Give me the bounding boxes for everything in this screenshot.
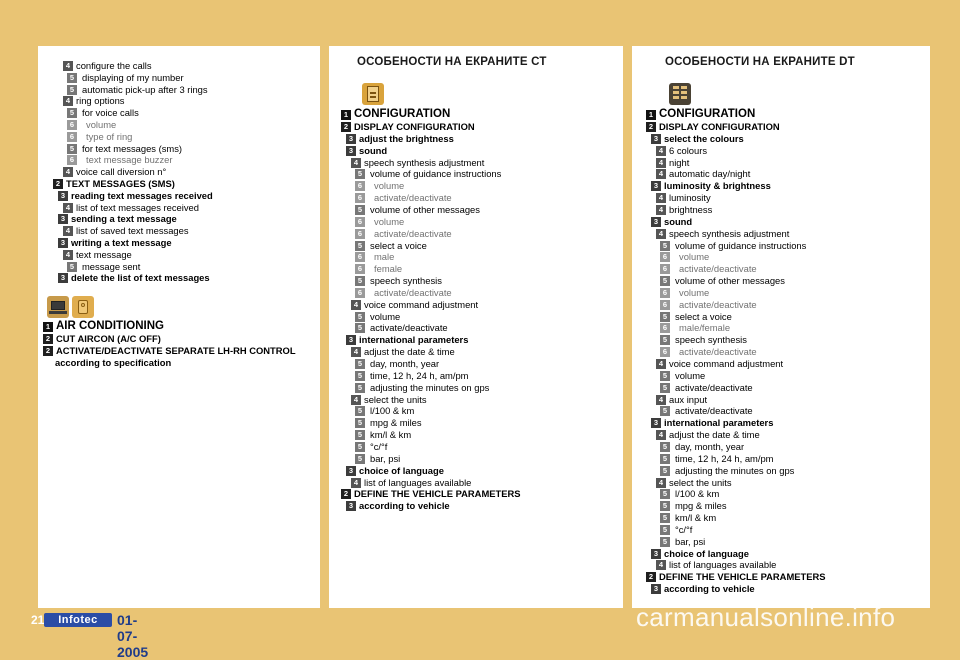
- menu-item-label: adjusting the minutes on gps: [675, 464, 795, 476]
- level-badge: 4: [63, 226, 73, 236]
- menu-item-label: according to specification: [55, 357, 172, 368]
- menu-item-label: °c/°f: [675, 523, 693, 535]
- menu-item-label: for text messages (sms): [82, 142, 183, 154]
- level-badge: 4: [351, 158, 361, 168]
- level-badge: 5: [660, 276, 670, 286]
- menu-item-label: type of ring: [86, 130, 133, 142]
- menu-item-label: night: [669, 156, 690, 168]
- level-badge: 6: [355, 288, 365, 298]
- menu-item-label: activate/deactivate: [675, 381, 753, 393]
- menu-item-label: luminosity: [669, 192, 711, 204]
- menu-item-label: ACTIVATE/DEACTIVATE SEPARATE LH-RH CONTROL: [56, 345, 296, 356]
- level-badge: 5: [355, 359, 365, 369]
- level-badge: 4: [656, 205, 666, 215]
- level-badge: 1: [341, 110, 351, 120]
- level-badge: 6: [355, 252, 365, 262]
- menu-item-label: brightness: [669, 203, 713, 215]
- menu-item-label: DEFINE THE VEHICLE PARAMETERS: [354, 488, 521, 500]
- level-badge: 3: [346, 501, 356, 511]
- level-badge: 6: [355, 264, 365, 274]
- menu-item-label: speech synthesis: [675, 334, 747, 346]
- level-badge: 3: [58, 191, 68, 201]
- menu-item-label: DISPLAY CONFIGURATION: [354, 121, 475, 132]
- level-badge: 6: [660, 300, 670, 310]
- menu-item-label: volume: [374, 180, 405, 192]
- menu-item-label: activate/deactivate: [374, 192, 452, 204]
- menu-item-label: ring options: [76, 95, 125, 107]
- level-badge: 4: [351, 395, 361, 405]
- level-badge: 4: [63, 203, 73, 213]
- level-badge: 6: [355, 217, 365, 227]
- menu-item-label: adjusting the minutes on gps: [370, 381, 490, 393]
- menu-item-label: select a voice: [675, 310, 732, 322]
- level-badge: 6: [67, 132, 77, 142]
- menu-item-label: AIR CONDITIONING: [56, 320, 164, 332]
- level-badge: 2: [43, 346, 53, 356]
- level-badge: 4: [656, 146, 666, 156]
- edition-date: 01-07-2005: [117, 612, 149, 660]
- menu-item-label: time, 12 h, 24 h, am/pm: [675, 452, 774, 464]
- level-badge: 5: [660, 489, 670, 499]
- level-badge: 5: [355, 241, 365, 251]
- menu-item-label: km/l & km: [370, 429, 412, 441]
- menu-item-label: select the colours: [664, 132, 744, 144]
- level-badge: 3: [58, 238, 68, 248]
- level-badge: 1: [646, 110, 656, 120]
- menu-item-label: volume: [679, 286, 710, 298]
- level-badge: 6: [660, 252, 670, 262]
- menu-item-label: activate/deactivate: [374, 227, 452, 239]
- menu-item-label: according to vehicle: [664, 583, 755, 595]
- menu-item-label: day, month, year: [675, 440, 745, 452]
- menu-item-label: day, month, year: [370, 358, 440, 369]
- menu-item-label: l/100 & km: [675, 488, 720, 500]
- level-badge: 5: [660, 513, 670, 523]
- left-menu-panel: [38, 46, 320, 608]
- level-badge: 5: [355, 418, 365, 428]
- level-badge: 4: [656, 193, 666, 203]
- level-badge: 4: [63, 167, 73, 177]
- menu-item-label: voice command adjustment: [364, 298, 479, 310]
- level-badge: 4: [63, 96, 73, 106]
- level-badge: 5: [355, 205, 365, 215]
- menu-item-label: volume of other messages: [675, 275, 785, 287]
- level-badge: 4: [656, 169, 666, 179]
- level-badge: 5: [660, 442, 670, 452]
- menu-item-label: female: [374, 263, 403, 275]
- level-badge: 5: [660, 312, 670, 322]
- level-badge: 3: [58, 273, 68, 283]
- menu-item-label: volume of other messages: [370, 203, 480, 215]
- menu-item-label: activate/deactivate: [679, 298, 757, 310]
- level-badge: 3: [346, 134, 356, 144]
- menu-item-label: text message buzzer: [86, 154, 173, 166]
- menu-item-label: automatic day/night: [669, 168, 751, 180]
- menu-item-label: message sent: [82, 260, 141, 272]
- middle-menu-panel: [329, 46, 623, 608]
- menu-item-label: km/l & km: [675, 512, 717, 524]
- menu-item-label: choice of language: [664, 547, 749, 559]
- menu-item-label: international parameters: [664, 417, 774, 429]
- level-badge: 6: [355, 181, 365, 191]
- menu-item-label: delete the list of text messages: [71, 272, 210, 284]
- menu-item-label: select a voice: [370, 239, 427, 251]
- level-badge: 2: [646, 122, 656, 132]
- menu-item-label: mpg & miles: [370, 417, 422, 429]
- menu-item-label: male: [374, 251, 395, 263]
- level-badge: 4: [656, 478, 666, 488]
- screen-icon: [362, 83, 384, 105]
- menu-item-label: reading text messages received: [71, 189, 213, 201]
- level-badge: 6: [660, 323, 670, 333]
- menu-item-label: activate/deactivate: [370, 322, 448, 334]
- menu-item-label: adjust the date & time: [364, 346, 455, 358]
- level-badge: 6: [660, 264, 670, 274]
- menu-item-label: l/100 & km: [370, 405, 415, 417]
- menu-item-label: international parameters: [359, 334, 469, 346]
- level-badge: 4: [656, 158, 666, 168]
- menu-item-label: list of languages available: [669, 559, 777, 571]
- level-badge: 5: [660, 335, 670, 345]
- level-badge: 5: [67, 108, 77, 118]
- menu-item-label: sound: [359, 144, 388, 156]
- menu-item-label: time, 12 h, 24 h, am/pm: [370, 369, 469, 381]
- level-badge: 2: [53, 179, 63, 189]
- level-badge: 5: [660, 454, 670, 464]
- level-badge: 5: [660, 371, 670, 381]
- level-badge: 5: [355, 454, 365, 464]
- level-badge: 5: [660, 501, 670, 511]
- menu-item-label: activate/deactivate: [374, 286, 452, 298]
- menu-item-label: mpg & miles: [675, 500, 727, 512]
- level-badge: 5: [355, 430, 365, 440]
- page-number: 21: [31, 613, 45, 627]
- menu-item-label: configure the calls: [76, 60, 152, 71]
- level-badge: 3: [346, 466, 356, 476]
- menu-item-label: luminosity & brightness: [664, 180, 771, 192]
- level-badge: 5: [660, 466, 670, 476]
- level-badge: 5: [67, 73, 77, 83]
- level-badge: 5: [660, 241, 670, 251]
- menu-item-label: list of text messages received: [76, 201, 199, 213]
- level-badge: 4: [656, 229, 666, 239]
- menu-item-label: voice call diversion n°: [76, 166, 167, 178]
- level-badge: 2: [646, 572, 656, 582]
- menu-item-label: sending a text message: [71, 213, 177, 225]
- level-badge: 3: [651, 134, 661, 144]
- panel-title-ct: ОСОБЕНОСТИ НА ЕКРАНИТЕ СТ: [357, 56, 547, 68]
- level-badge: 5: [355, 276, 365, 286]
- level-badge: 3: [651, 181, 661, 191]
- menu-item-label: writing a text message: [71, 237, 172, 248]
- level-badge: 4: [656, 560, 666, 570]
- level-badge: 4: [656, 395, 666, 405]
- menu-item-label: choice of language: [359, 464, 444, 476]
- menu-item-label: speech synthesis adjustment: [669, 227, 790, 239]
- level-badge: 5: [660, 383, 670, 393]
- menu-item-label: male/female: [679, 322, 731, 334]
- menu-item-label: DEFINE THE VEHICLE PARAMETERS: [659, 571, 826, 583]
- level-badge: 5: [67, 144, 77, 154]
- level-badge: 6: [355, 229, 365, 239]
- menu-item-label: speech synthesis adjustment: [364, 156, 485, 168]
- level-badge: 6: [67, 120, 77, 130]
- menu-item-label: CONFIGURATION: [659, 108, 756, 120]
- level-badge: 5: [355, 323, 365, 333]
- menu-item-label: °c/°f: [370, 440, 388, 452]
- menu-item-label: automatic pick-up after 3 rings: [82, 83, 208, 95]
- laptop-icon: [47, 296, 69, 318]
- level-badge: 1: [43, 322, 53, 332]
- level-badge: 5: [355, 371, 365, 381]
- menu-item-label: CONFIGURATION: [354, 108, 451, 120]
- level-badge: 5: [660, 406, 670, 416]
- menu-item-label: adjust the brightness: [359, 132, 454, 144]
- menu-item-label: list of saved text messages: [76, 225, 189, 237]
- level-badge: 3: [651, 217, 661, 227]
- menu-item-label: text message: [76, 248, 132, 260]
- menu-item-label: volume: [675, 369, 706, 381]
- level-badge: 6: [67, 155, 77, 165]
- menu-item-label: volume: [86, 119, 117, 130]
- level-badge: 5: [355, 442, 365, 452]
- level-badge: 2: [43, 334, 53, 344]
- level-badge: 4: [656, 430, 666, 440]
- menu-item-label: volume of guidance instructions: [675, 239, 807, 251]
- menu-item-label: activate/deactivate: [679, 346, 757, 358]
- menu-item-label: 6 colours: [669, 144, 708, 156]
- menu-item-label: activate/deactivate: [675, 405, 753, 417]
- menu-item-label: CUT AIRCON (A/C OFF): [56, 333, 161, 344]
- panel-title-dt: ОСОБЕНОСТИ НА ЕКРАНИТЕ DT: [665, 56, 855, 68]
- menu-item-label: aux input: [669, 393, 708, 405]
- menu-item-label: volume: [374, 215, 405, 227]
- grid-screen-icon: [669, 83, 691, 105]
- menu-item-label: select the units: [669, 476, 732, 488]
- level-badge: 6: [355, 193, 365, 203]
- menu-item-label: adjust the date & time: [669, 429, 760, 441]
- menu-item-label: volume of guidance instructions: [370, 168, 502, 180]
- menu-item-label: volume: [679, 251, 710, 263]
- level-badge: 3: [651, 418, 661, 428]
- level-badge: 6: [660, 288, 670, 298]
- menu-item-label: activate/deactivate: [679, 263, 757, 275]
- menu-item-label: according to vehicle: [359, 500, 450, 512]
- level-badge: 4: [351, 347, 361, 357]
- level-badge: 4: [351, 300, 361, 310]
- menu-item-label: select the units: [364, 393, 427, 405]
- level-badge: 4: [656, 359, 666, 369]
- brand-logo: Infotec: [44, 613, 112, 627]
- level-badge: 4: [351, 478, 361, 488]
- level-badge: 2: [341, 122, 351, 132]
- right-menu-panel: [632, 46, 930, 608]
- level-badge: 3: [58, 214, 68, 224]
- level-badge: 2: [341, 489, 351, 499]
- watermark: carmanualsonline.info: [636, 602, 896, 632]
- level-badge: 5: [355, 406, 365, 416]
- level-badge: 3: [651, 549, 661, 559]
- menu-item-label: displaying of my number: [82, 71, 184, 83]
- level-badge: 5: [355, 169, 365, 179]
- menu-item-label: voice command adjustment: [669, 358, 784, 369]
- level-badge: 5: [67, 262, 77, 272]
- level-badge: 5: [355, 312, 365, 322]
- level-badge: 5: [660, 537, 670, 547]
- level-badge: 5: [355, 383, 365, 393]
- level-badge: 3: [346, 146, 356, 156]
- level-badge: 4: [63, 250, 73, 260]
- phone-icon: [72, 296, 94, 318]
- level-badge: 5: [660, 525, 670, 535]
- menu-item-label: sound: [664, 215, 693, 227]
- menu-item-label: TEXT MESSAGES (SMS): [66, 178, 175, 189]
- menu-item-label: speech synthesis: [370, 275, 442, 287]
- menu-item-label: bar, psi: [675, 535, 706, 547]
- menu-item-label: list of languages available: [364, 476, 472, 488]
- level-badge: 4: [63, 61, 73, 71]
- menu-item-label: for voice calls: [82, 107, 139, 119]
- menu-item-label: DISPLAY CONFIGURATION: [659, 121, 780, 132]
- level-badge: 6: [660, 347, 670, 357]
- menu-item-label: volume: [370, 310, 401, 322]
- menu-item-label: bar, psi: [370, 452, 401, 464]
- level-badge: 3: [346, 335, 356, 345]
- level-badge: 5: [67, 85, 77, 95]
- level-badge: 3: [651, 584, 661, 594]
